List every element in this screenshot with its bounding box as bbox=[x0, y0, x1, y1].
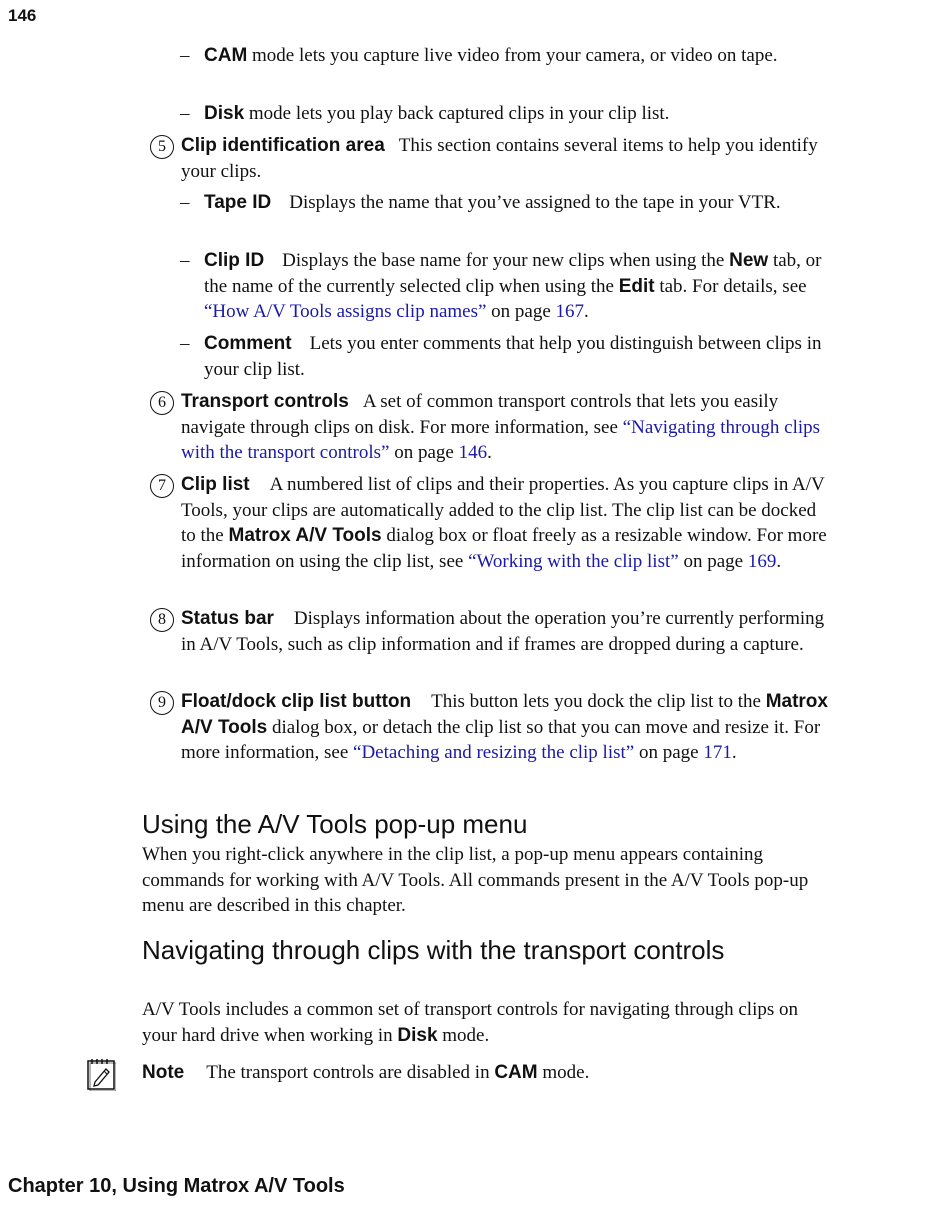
note bbox=[142, 1060, 832, 1086]
status-bar-description: Displays information about the operation you’re currently performing in A/V Tools, such as clip information and if frames are dropped during a capture. bbox=[181, 608, 825, 655]
section-body-navigating bbox=[142, 997, 832, 1048]
transport-controls-text: A set of common transport controls that lets you easily navigate through clips on disk. For more information, see bbox=[181, 391, 779, 438]
clip-id-text-2: tab, or the name of the currently selected clip when using the bbox=[204, 250, 822, 297]
callout-item-7 bbox=[150, 472, 830, 574]
clip-id-text-1: Displays the base name for your new clips when using the bbox=[282, 250, 730, 271]
note-label: Note bbox=[142, 1062, 185, 1083]
callout-item-9 bbox=[150, 689, 830, 766]
float-dock-text-2: dialog box, or detach the clip list so that you can move and resize it. For more information, see bbox=[181, 716, 821, 763]
page-number: 146 bbox=[8, 6, 37, 25]
callout-item-8 bbox=[150, 606, 830, 657]
link-working-with-clip-list[interactable]: “Working with the clip list” bbox=[468, 550, 679, 572]
dash-bullet: – bbox=[180, 192, 190, 213]
note-text-2: mode. bbox=[537, 1062, 590, 1083]
section-heading-navigating: Navigating through clips with the transport controls bbox=[142, 935, 725, 965]
note-pad-icon bbox=[86, 1057, 116, 1091]
period: . bbox=[487, 442, 492, 463]
transport-controls-text-2: on page bbox=[389, 442, 459, 463]
callout-number-5: 5 bbox=[150, 135, 174, 159]
section-heading-popup-menu: Using the A/V Tools pop-up menu bbox=[142, 809, 528, 839]
term-matrox-av-tools: Matrox A/V Tools bbox=[228, 525, 382, 546]
clip-list-text-2: dialog box or float freely as a resizable window. For more information on using the clip list, see bbox=[181, 525, 827, 572]
page-footer: Chapter 10, Using Matrox A/V Tools bbox=[8, 1175, 345, 1197]
navigating-text-1: A/V Tools includes a common set of transport controls for navigating through clips on your hard drive when working in bbox=[142, 999, 799, 1046]
term-status-bar: Status bar bbox=[181, 608, 274, 629]
callout-number-7: 7 bbox=[150, 474, 174, 498]
link-page-146[interactable]: 146 bbox=[458, 442, 488, 463]
clip-identification-description: This section contains several items to help you identify your clips. bbox=[181, 135, 818, 182]
link-navigating-through-clips[interactable]: “Navigating through clips with the transport controls” bbox=[181, 416, 821, 463]
term-cam: CAM bbox=[204, 45, 248, 66]
callout-number-8: 8 bbox=[150, 608, 174, 632]
float-dock-text-1: This button lets you dock the clip list to the bbox=[431, 691, 766, 712]
dash-bullet: – bbox=[180, 333, 190, 354]
period: . bbox=[584, 301, 589, 322]
term-clip-id: Clip ID bbox=[204, 250, 265, 271]
clip-list-text-1: A numbered list of clips and their properties. As you capture clips in A/V Tools, your clips are automatically added to the clip list. The clip list can be docked to the bbox=[181, 474, 825, 546]
link-page-171[interactable]: 171 bbox=[703, 742, 732, 763]
term-disk: Disk bbox=[204, 103, 245, 124]
list-item-comment bbox=[180, 331, 830, 382]
list-item-clip-id bbox=[180, 248, 830, 325]
link-clip-names[interactable]: “How A/V Tools assigns clip names” bbox=[204, 301, 487, 322]
navigating-text-2: mode. bbox=[437, 1024, 490, 1046]
term-float-dock-button: Float/dock clip list button bbox=[181, 691, 412, 712]
link-page-167[interactable]: 167 bbox=[555, 301, 585, 322]
clip-id-text-4: on page bbox=[486, 301, 556, 322]
section-body-popup-menu: When you right-click anywhere in the clip list, a pop-up menu appears containing commands for working with A/V Tools. All commands present in the A/V Tools pop-up menu are described in this chapter. bbox=[142, 844, 809, 916]
dash-bullet: – bbox=[180, 103, 190, 124]
note-text-1: The transport controls are disabled in bbox=[206, 1062, 495, 1083]
period: . bbox=[731, 742, 737, 763]
list-item-tape-id bbox=[180, 190, 830, 216]
term-comment: Comment bbox=[204, 333, 292, 354]
term-tape-id: Tape ID bbox=[204, 192, 272, 213]
disk-description: mode lets you play back captured clips in your clip list. bbox=[244, 103, 670, 124]
dash-bullet: – bbox=[180, 250, 190, 271]
tape-id-description: Displays the name that you’ve assigned to the tape in your VTR. bbox=[289, 192, 781, 213]
term-disk-mode: Disk bbox=[397, 1024, 438, 1046]
period: . bbox=[776, 550, 782, 572]
link-detaching-resizing[interactable]: “Detaching and resizing the clip list” bbox=[353, 742, 635, 763]
clip-id-text-3: tab. For details, see bbox=[654, 275, 807, 297]
list-item-disk bbox=[180, 101, 830, 127]
cam-description: mode lets you capture live video from your camera, or video on tape. bbox=[247, 45, 778, 66]
clip-list-text-3: on page bbox=[678, 550, 748, 572]
float-dock-text-3: on page bbox=[634, 742, 704, 763]
term-matrox-av-tools: Matrox A/V Tools bbox=[181, 691, 828, 738]
dash-bullet: – bbox=[180, 45, 190, 66]
term-clip-list: Clip list bbox=[181, 474, 250, 495]
term-new: New bbox=[729, 250, 769, 271]
term-clip-identification-area: Clip identification area bbox=[181, 135, 385, 156]
term-edit: Edit bbox=[618, 275, 655, 297]
link-page-169[interactable]: 169 bbox=[747, 550, 777, 572]
term-cam-mode: CAM bbox=[494, 1062, 538, 1083]
callout-item-5 bbox=[150, 133, 830, 184]
callout-number-9: 9 bbox=[150, 691, 174, 715]
callout-item-6 bbox=[150, 389, 830, 466]
term-transport-controls: Transport controls bbox=[181, 391, 349, 412]
comment-description: Lets you enter comments that help you distinguish between clips in your clip list. bbox=[204, 333, 822, 380]
callout-number-6: 6 bbox=[150, 391, 174, 415]
list-item-cam bbox=[180, 43, 830, 69]
